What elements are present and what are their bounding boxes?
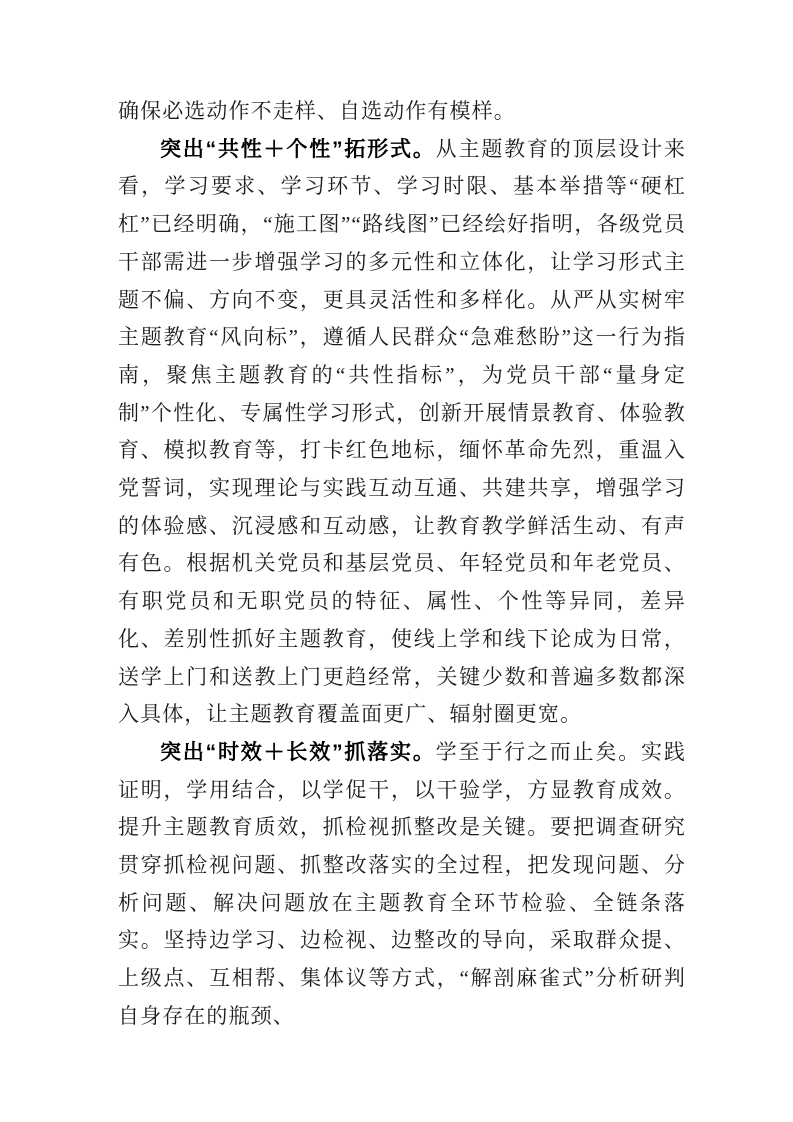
paragraph-text: 学至于行之而止矣。实践证明，学用结合，以学促干，以干验学，方显教育成效。提升主题教育质效，抓检视抓整改是关键。要把调查研究贯穿抓检视问题、抓整改落实的全过程，把发现问题、分析问题、解决问题放在主题教育全环节检验、全链条落实。坚持边学习、边检视、边整改的导向，采取群众提、上级点、互相帮、集体议等方式，“解剖麻雀式”分析研判自身存在的瓶颈、 xyxy=(118,739,686,1028)
document-body xyxy=(118,93,686,1036)
paragraph-continuation xyxy=(118,93,686,131)
paragraph-common-plus-individual xyxy=(118,131,686,734)
paragraph-timeliness-plus-longterm xyxy=(118,734,686,1036)
paragraph-text: 确保必选动作不走样、自选动作有模样。 xyxy=(118,99,516,123)
paragraph-text: 从主题教育的顶层设计来看，学习要求、学习环节、学习时限、基本举措等“硬杠杠”已经明确，“施工图”“路线图”已经绘好指明，各级党员干部需进一步增强学习的多元性和立体化，让学习形式主题不偏、方向不变，更具灵活性和多样化。从严从实树牢主题教育“风向标”，遵循人民群众“急难愁盼”这一行为指南，聚焦主题教育的“共性指标”，为党员干部“量身定制”个性化、专属性学习形式，创新开展情景教育、体验教育、模拟教育等，打卡红色地标，缅怀革命先烈，重温入党誓词，实现理论与实践互动互通、共建共享，增强学习的体验感、沉浸感和互动感，让教育教学鲜活生动、有声有色。根据机关党员和基层党员、年轻党员和年老党员、有职党员和无职党员的特征、属性、个性等异同，差异化、差别性抓好主题教育，使线上学和线下论成为日常，送学上门和送教上门更趋经常，关键少数和普遍多数都深入具体，让主题教育覆盖面更广、辐射圈更宽。 xyxy=(118,136,686,727)
paragraph-lead-bold: 突出“时效＋长效”抓落实。 xyxy=(160,740,436,764)
paragraph-lead-bold: 突出“共性＋个性”拓形式。 xyxy=(160,137,436,161)
